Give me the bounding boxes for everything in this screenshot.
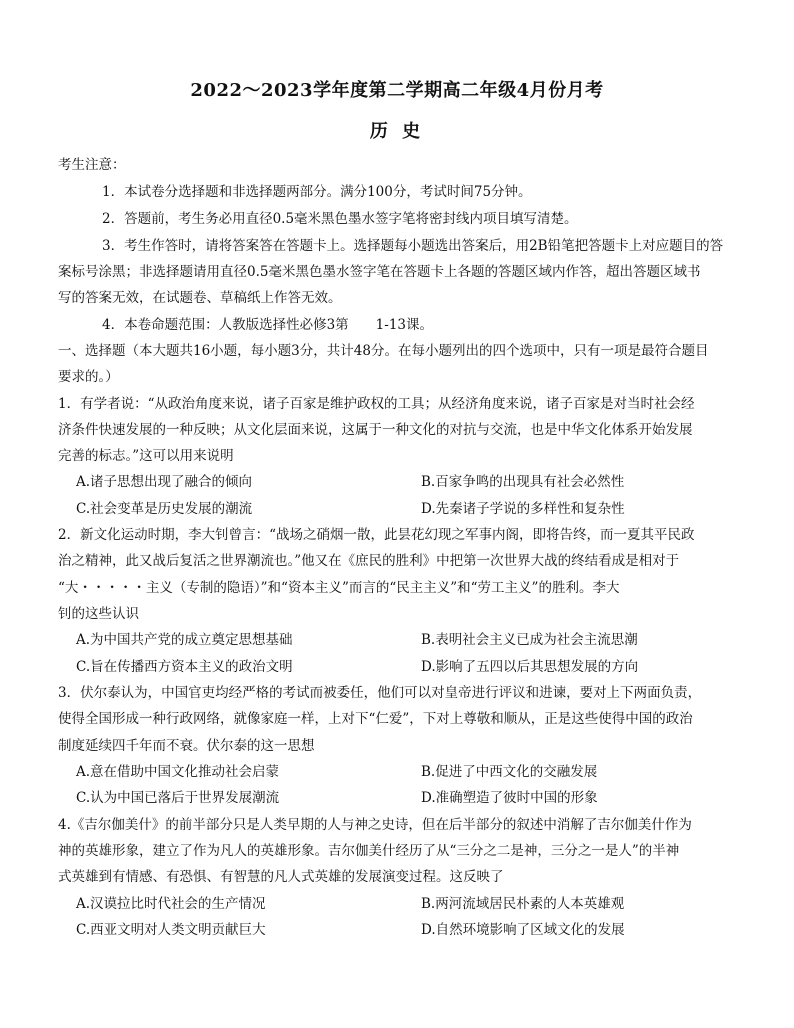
- question-2-option-d: D.影响了五四以后其思想发展的方向: [421, 659, 639, 675]
- question-4-stem: 式英雄到有情感、有恐惧、有智慧的凡人式英雄的发展演变过程。这反映了: [58, 869, 504, 885]
- question-3-option-b: B.促进了中西文化的交融发展: [421, 764, 598, 780]
- notice-heading: 考生注意：: [58, 157, 126, 173]
- question-4-option-c: C.西亚文明对人类文明贡献巨大: [76, 922, 266, 938]
- question-1-stem: 济条件快速发展的一种反映；从文化层面来说，这属于一种文化的对抗与交流，也是中华文化体系开始发展: [58, 422, 693, 438]
- question-3-stem: 使得全国形成一种行政网络，就像家庭一样，上对下“仁爱”，下对上尊敬和顺从，正是这些使得中国的政治: [58, 711, 693, 727]
- question-2-stem: 治之精神，此又战后复活之世界潮流也。”他又在《庶民的胜利》中把第一次世界大战的终结看成是相对于: [58, 553, 680, 569]
- subject-title: 历 史: [369, 121, 425, 142]
- question-4-option-a: A.汉谟拉比时代社会的生产情况: [76, 896, 266, 912]
- question-1-option-d: D.先秦诸子学说的多样性和复杂性: [421, 501, 625, 517]
- question-3-option-c: C.认为中国已落后于世界发展潮流: [76, 790, 280, 806]
- notice-item: 3．考生作答时，请将答案答在答题卡上。选择题每小题选出答案后，用2B铅笔把答题卡上对应题目的答: [102, 238, 724, 254]
- notice-item: 案标号涂黑；非选择题请用直径0.5毫米黑色墨水签字笔在答题卡上各题的答题区域内作答，超出答题区域书: [58, 264, 701, 280]
- question-1-option-a: A.诸子思想出现了融合的倾向: [76, 474, 253, 490]
- notice-item: 1．本试卷分选择题和非选择题两部分。满分100分，考试时间75分钟。: [102, 184, 532, 200]
- question-2-stem: 钊的这些认识: [58, 606, 139, 622]
- question-1-stem: 完善的标志。”这可以用来说明: [58, 448, 234, 464]
- question-2-option-a: A.为中国共产党的成立奠定思想基础: [76, 632, 293, 648]
- question-1-option-c: C.社会变革是历史发展的潮流: [76, 501, 253, 517]
- question-1-option-b: B.百家争鸣的出现具有社会必然性: [421, 474, 625, 490]
- question-3-option-a: A.意在借助中国文化推动社会启蒙: [76, 764, 280, 780]
- question-1-stem: 1．有学者说：“从政治角度来说，诸子百家是维护政权的工具；从经济角度来说，诸子百家是对当时社会经: [58, 396, 695, 412]
- question-4-option-d: D.自然环境影响了区域文化的发展: [421, 922, 625, 938]
- question-3-stem: 制度延续四千年而不衰。伏尔泰的这一思想: [58, 738, 315, 754]
- section-heading-cont: 要求的。）: [58, 369, 119, 385]
- notice-item: 2．答题前，考生务必用直径0.5毫米黑色墨水签字笔将密封线内项目填写清楚。: [102, 211, 578, 227]
- exam-title: 2022～2023学年度第二学期高二年级4月份月考: [190, 80, 604, 101]
- question-2-stem: 2．新文化运动时期，李大钊曾言：“战场之硝烟一散，此昙花幻现之军事内阁，即将告终，而一夏其平民政: [58, 527, 695, 543]
- question-4-stem: 神的英雄形象，建立了作为凡人的英雄形象。吉尔伽美什经历了从“三分之二是神，三分之一是人”的半神: [58, 843, 680, 859]
- question-3-stem: 3．伏尔泰认为，中国官吏均经严格的考试而被委任，他们可以对皇帝进行评议和进谏，要对上下两面负责，: [58, 685, 702, 701]
- question-3-option-d: D.准确塑造了彼时中国的形象: [421, 790, 598, 806]
- question-4-stem: 4.《吉尔伽美什》的前半部分只是人类早期的人与神之史诗，但在后半部分的叙述中消解了吉尔伽美什作为: [58, 817, 692, 833]
- section-heading: 一、选择题（本大题共16小题，每小题3分，共计48分。在每小题列出的四个选项中，只有一项是最符合题目: [58, 343, 709, 359]
- question-2-stem: “大・・・・・主义（专制的隐语）”和“资本主义”而言的“民主主义”和“劳工主义”的胜利。李大: [58, 580, 620, 596]
- question-2-option-b: B.表明社会主义已成为社会主流思潮: [421, 632, 638, 648]
- question-2-option-c: C.旨在传播西方资本主义的政治文明: [76, 659, 293, 675]
- notice-item: 写的答案无效，在试题卷、草稿纸上作答无效。: [58, 290, 342, 306]
- notice-item: 4．本卷命题范围：人教版选择性必修3第 1-13课。: [102, 317, 434, 333]
- question-4-option-b: B.两河流域居民朴素的人本英雄观: [421, 896, 625, 912]
